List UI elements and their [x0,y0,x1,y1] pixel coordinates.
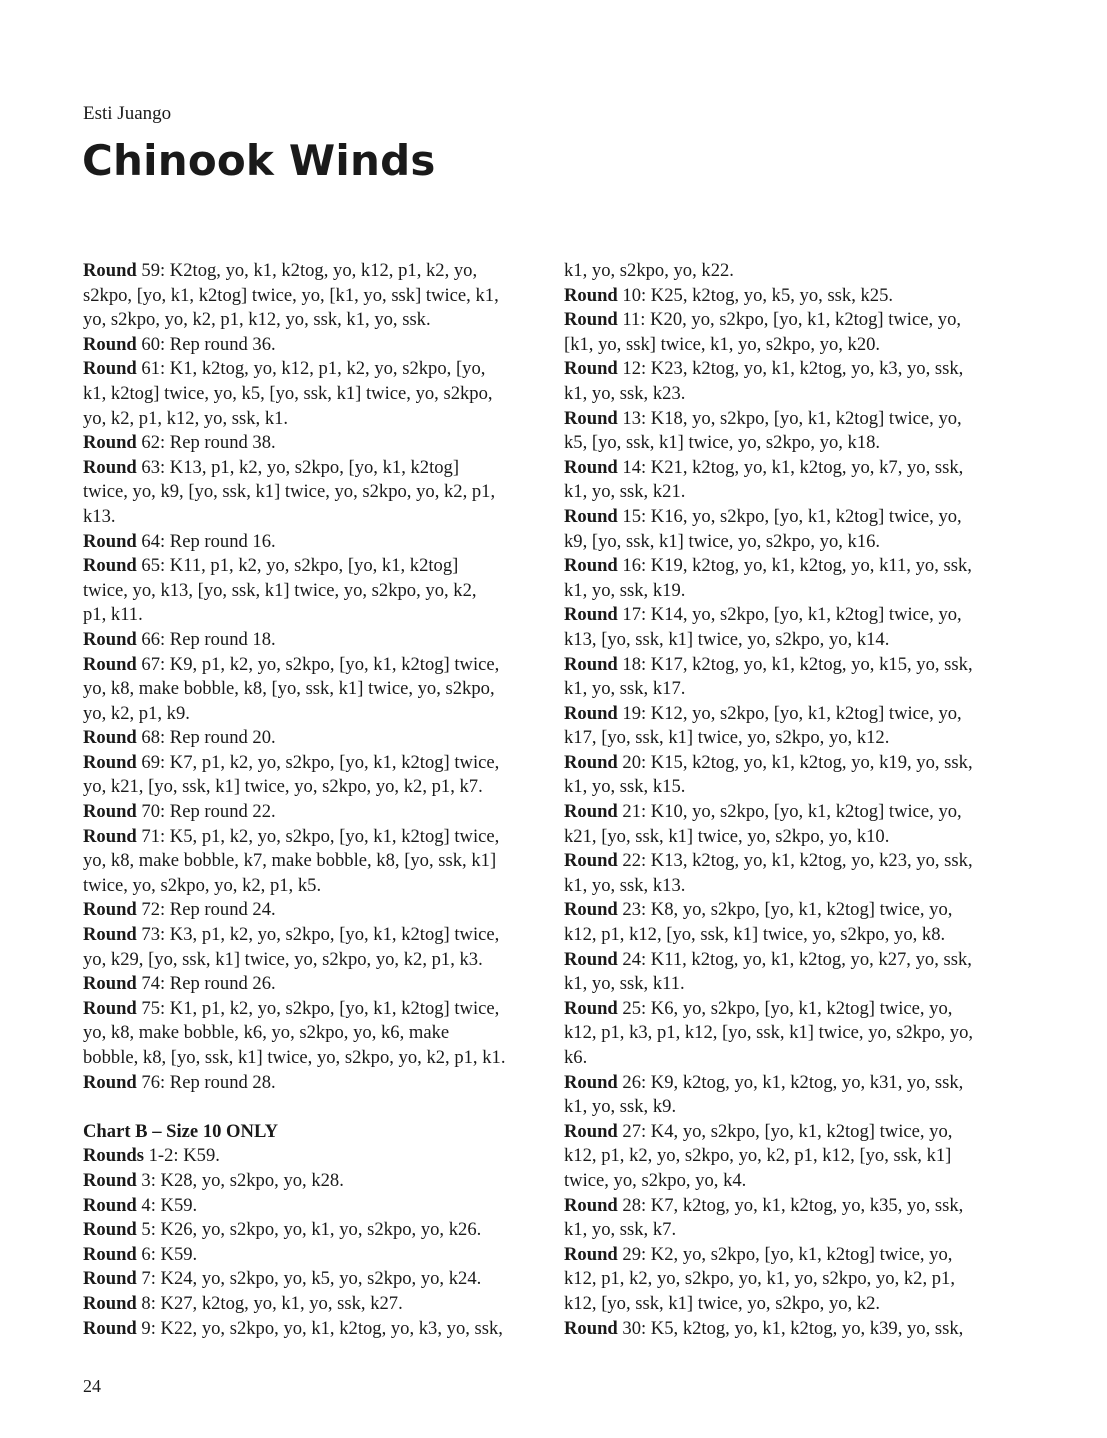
text-line [564,677,1014,702]
text-line [564,259,1014,284]
line-text: 68: Rep round 20. [136,727,276,749]
line-text: 69: K7, p1, k2, yo, s2kpo, [yo, k1, k2tog] twice, [136,751,500,773]
line-label: Round [564,997,618,1019]
left-column [83,259,538,1341]
line-text: twice, yo, s2kpo, yo, k2, p1, k5. [83,874,322,896]
line-text: k1, yo, s2kpo, yo, k22. [564,260,734,281]
line-text: k13. [83,505,116,527]
line-text: 13: K18, yo, s2kpo, [yo, k1, k2tog] twice, yo, [617,407,962,429]
line-text: k1, k2tog] twice, yo, k5, [yo, ssk, k1] twice, yo, s2kpo, [83,382,493,404]
text-line [564,431,1014,456]
line-text: 15: K16, yo, s2kpo, [yo, k1, k2tog] twice, yo, [617,505,962,527]
line-text: 60: Rep round 36. [136,333,276,355]
text-line [83,898,538,923]
line-label: Round [83,1317,137,1339]
line-label: Round [564,284,618,306]
line-text: k5, [yo, ssk, k1] twice, yo, s2kpo, yo, k18. [564,432,881,454]
blank-line [83,1095,538,1120]
line-label: Round [564,1317,618,1339]
text-line [564,603,1014,628]
line-label: Round [83,997,137,1019]
line-text: 25: K6, yo, s2kpo, [yo, k1, k2tog] twice, yo, [617,997,953,1019]
line-text: k9, [yo, ssk, k1] twice, yo, s2kpo, yo, k16. [564,530,881,552]
text-line [564,1194,1014,1219]
text-line [83,972,538,997]
line-text: twice, yo, k9, [yo, ssk, k1] twice, yo, s2kpo, yo, k2, p1, [83,481,496,503]
line-label: Round [83,727,137,749]
line-label: Round [564,801,618,823]
text-line [83,357,538,382]
text-line [83,825,538,850]
line-text: 67: K9, p1, k2, yo, s2kpo, [yo, k1, k2tog] twice, [136,653,500,675]
line-text: 12: K23, k2tog, yo, k1, k2tog, yo, k3, yo, ssk, [617,358,964,380]
text-line [564,456,1014,481]
line-label: Round [83,555,137,577]
text-line [83,1218,538,1243]
line-label: Round [564,653,618,675]
line-label: Round [83,1194,137,1216]
line-text: 24: K11, k2tog, yo, k1, k2tog, yo, k27, yo, ssk, [617,948,972,970]
text-line [83,407,538,432]
line-label: Round [564,1194,618,1216]
line-label: Round [83,260,137,281]
line-label: Round [564,407,618,429]
line-text: [k1, yo, ssk] twice, k1, yo, s2kpo, yo, k20. [564,333,881,355]
text-line [83,1292,538,1317]
line-text: yo, k8, make bobble, k6, yo, s2kpo, yo, k6, make [83,1022,450,1044]
line-text: yo, k29, [yo, ssk, k1] twice, yo, s2kpo, yo, k2, p1, k3. [83,948,483,970]
text-line [83,1243,538,1268]
line-text: 26: K9, k2tog, yo, k1, k2tog, yo, k31, yo, ssk, [617,1071,964,1093]
line-label: Round [564,1120,618,1142]
line-label: Round [564,555,618,577]
text-line [564,284,1014,309]
line-text: k12, [yo, ssk, k1] twice, yo, s2kpo, yo, k2. [564,1292,881,1314]
line-text: yo, s2kpo, yo, k2, p1, k12, yo, ssk, k1, yo, ssk. [83,309,431,331]
line-label: Round [564,899,618,921]
line-text: 64: Rep round 16. [136,530,276,552]
line-text: 5: K26, yo, s2kpo, yo, k1, yo, s2kpo, yo, k26. [136,1219,482,1241]
text-line [83,603,538,628]
line-text: s2kpo, [yo, k1, k2tog] twice, yo, [k1, yo, ssk] twice, k1, [83,284,499,306]
line-label: Round [564,850,618,872]
line-text: 6: K59. [136,1243,198,1265]
line-text: 74: Rep round 26. [136,973,276,995]
line-text: 11: K20, yo, s2kpo, [yo, k1, k2tog] twice, yo, [617,309,962,331]
text-line [564,751,1014,776]
line-label: Round [83,825,137,847]
line-text: 18: K17, k2tog, yo, k1, k2tog, yo, k15, yo, ssk, [617,653,973,675]
line-text: 61: K1, k2tog, yo, k12, p1, k2, yo, s2kpo, [yo, [136,358,486,380]
line-text: yo, k2, p1, k12, yo, ssk, k1. [83,407,289,429]
line-label: Round [83,1268,137,1290]
line-text: 28: K7, k2tog, yo, k1, k2tog, yo, k35, yo, ssk, [617,1194,964,1216]
text-line [564,357,1014,382]
line-label: Round [564,702,618,724]
line-text: k6. [564,1047,588,1068]
line-text: 63: K13, p1, k2, yo, s2kpo, [yo, k1, k2tog] [136,456,460,478]
line-text: 62: Rep round 38. [136,432,276,454]
text-line [564,1267,1014,1292]
line-text: 27: K4, yo, s2kpo, [yo, k1, k2tog] twice, yo, [617,1120,953,1142]
text-line [83,800,538,825]
line-text: k21, [yo, ssk, k1] twice, yo, s2kpo, yo, k10. [564,825,890,847]
text-line [83,284,538,309]
text-line [564,775,1014,800]
text-line [564,923,1014,948]
text-line [83,628,538,653]
line-text: 9: K22, yo, s2kpo, yo, k1, k2tog, yo, k3, yo, ssk, [136,1317,503,1339]
line-label: Round [564,1243,618,1265]
line-text: k1, yo, ssk, k15. [564,776,686,798]
text-line [564,382,1014,407]
line-text: 66: Rep round 18. [136,628,276,650]
line-text: 17: K14, yo, s2kpo, [yo, k1, k2tog] twice, yo, [617,604,962,626]
line-text: k1, yo, ssk, k11. [564,973,685,995]
line-text: 20: K15, k2tog, yo, k1, k2tog, yo, k19, yo, ssk, [617,751,973,773]
line-text: 71: K5, p1, k2, yo, s2kpo, [yo, k1, k2tog] twice, [136,825,500,847]
line-text: 14: K21, k2tog, yo, k1, k2tog, yo, k7, yo, ssk, [617,456,964,478]
text-line [83,382,538,407]
text-line [564,628,1014,653]
line-label: Round [83,899,137,921]
line-text: k12, p1, k12, [yo, ssk, k1] twice, yo, s2kpo, yo, k8. [564,924,946,946]
text-line [564,530,1014,555]
text-line [564,1144,1014,1169]
line-text: 30: K5, k2tog, yo, k1, k2tog, yo, k39, yo, ssk, [617,1317,964,1339]
line-text: k1, yo, ssk, k17. [564,678,686,700]
line-label: Round [564,309,618,331]
text-line [83,1317,538,1342]
pattern-title: Chinook Winds [82,136,436,185]
line-text: k13, [yo, ssk, k1] twice, yo, s2kpo, yo, k14. [564,628,890,650]
text-line [83,579,538,604]
line-label: Round [83,751,137,773]
line-text: yo, k8, make bobble, k7, make bobble, k8, [yo, ssk, k1] [83,850,497,872]
text-line [83,702,538,727]
text-line [83,1169,538,1194]
text-line [564,898,1014,923]
line-label: Round [83,1169,137,1191]
text-line [83,1046,538,1071]
line-text: 1-2: K59. [143,1145,220,1167]
line-label: Round [83,358,137,380]
text-line [83,480,538,505]
text-line [83,726,538,751]
text-line [83,456,538,481]
line-label: Round [83,333,137,355]
line-text: 7: K24, yo, s2kpo, yo, k5, yo, s2kpo, yo, k24. [136,1268,482,1290]
text-line [564,948,1014,973]
line-text: 10: K25, k2tog, yo, k5, yo, ssk, k25. [617,284,894,306]
text-line [83,505,538,530]
text-line [83,1120,538,1145]
text-line [564,972,1014,997]
line-label: Round [83,1243,137,1265]
line-text: k1, yo, ssk, k19. [564,579,686,601]
line-text: k12, p1, k2, yo, s2kpo, yo, k1, yo, s2kpo, yo, k2, p1, [564,1268,955,1290]
line-text: k12, p1, k2, yo, s2kpo, yo, k2, p1, k12, [yo, ssk, k1] [564,1145,952,1167]
line-text: 73: K3, p1, k2, yo, s2kpo, [yo, k1, k2tog] twice, [136,924,500,946]
line-text: 22: K13, k2tog, yo, k1, k2tog, yo, k23, yo, ssk, [617,850,973,872]
page-number: 24 [83,1376,101,1396]
text-line [83,775,538,800]
text-line [564,1095,1014,1120]
line-label: Round [564,948,618,970]
line-text: k1, yo, ssk, k13. [564,874,686,896]
line-text: k12, p1, k3, p1, k12, [yo, ssk, k1] twice, yo, s2kpo, yo, [564,1022,974,1044]
text-line [564,1292,1014,1317]
text-line [83,530,538,555]
line-text: 21: K10, yo, s2kpo, [yo, k1, k2tog] twice, yo, [617,801,962,823]
line-label: Round [564,456,618,478]
text-line [83,653,538,678]
line-text: k1, yo, ssk, k23. [564,382,686,404]
line-label: Round [83,924,137,946]
line-label: Round [83,456,137,478]
text-line [564,505,1014,530]
text-line [83,308,538,333]
text-line [564,1169,1014,1194]
text-line [564,333,1014,358]
line-text: p1, k11. [83,604,143,626]
text-line [83,923,538,948]
line-label: Round [564,1071,618,1093]
text-line [564,1021,1014,1046]
line-text: 8: K27, k2tog, yo, k1, yo, ssk, k27. [136,1292,403,1314]
line-label: Round [83,530,137,552]
text-line [83,333,538,358]
line-text: k1, yo, ssk, k21. [564,481,686,503]
text-line [564,308,1014,333]
line-label: Round [564,505,618,527]
line-label: Round [83,432,137,454]
line-label: Round [564,358,618,380]
line-text: bobble, k8, [yo, ssk, k1] twice, yo, s2kpo, yo, k2, p1, k1. [83,1047,506,1068]
text-line [564,726,1014,751]
line-text: 3: K28, yo, s2kpo, yo, k28. [136,1169,344,1191]
line-text: k17, [yo, ssk, k1] twice, yo, s2kpo, yo, k12. [564,727,890,749]
text-line [83,677,538,702]
text-line [83,431,538,456]
text-line [83,1071,538,1096]
text-line [564,1317,1014,1342]
line-text: yo, k21, [yo, ssk, k1] twice, yo, s2kpo, yo, k2, p1, k7. [83,776,483,798]
line-label: Round [83,973,137,995]
text-line [564,1120,1014,1145]
line-text: 19: K12, yo, s2kpo, [yo, k1, k2tog] twice, yo, [617,702,962,724]
line-text: 29: K2, yo, s2kpo, [yo, k1, k2tog] twice, yo, [617,1243,953,1265]
text-line [564,579,1014,604]
line-label: Round [564,604,618,626]
text-line [564,849,1014,874]
text-line [83,948,538,973]
line-label: Round [83,653,137,675]
text-line [564,1243,1014,1268]
line-label: Round [83,1071,137,1093]
text-line [564,554,1014,579]
text-line [83,1267,538,1292]
line-label: Round [83,1219,137,1241]
line-text: 72: Rep round 24. [136,899,276,921]
text-line [564,653,1014,678]
line-label: Round [83,801,137,823]
text-line [83,1144,538,1169]
text-line [83,1021,538,1046]
line-label: Round [83,628,137,650]
line-text: yo, k2, p1, k9. [83,702,190,724]
text-line [564,800,1014,825]
text-line [564,702,1014,727]
line-label: Round [83,1292,137,1314]
line-label: Rounds [83,1145,144,1167]
text-line [564,480,1014,505]
line-text: 75: K1, p1, k2, yo, s2kpo, [yo, k1, k2tog] twice, [136,997,500,1019]
line-label: Chart B – Size 10 ONLY [83,1120,279,1142]
text-line [564,1218,1014,1243]
line-text: k1, yo, ssk, k9. [564,1096,677,1118]
text-line [564,407,1014,432]
line-text: 76: Rep round 28. [136,1071,276,1093]
right-column [564,259,1014,1341]
text-line [83,751,538,776]
text-line [564,825,1014,850]
text-line [83,259,538,284]
line-text: 65: K11, p1, k2, yo, s2kpo, [yo, k1, k2tog] [136,555,459,577]
line-text: twice, yo, k13, [yo, ssk, k1] twice, yo, s2kpo, yo, k2, [83,579,477,601]
text-line [83,874,538,899]
text-line [83,849,538,874]
line-label: Round [564,751,618,773]
line-text: twice, yo, s2kpo, yo, k4. [564,1169,747,1191]
line-text: 59: K2tog, yo, k1, k2tog, yo, k12, p1, k2, yo, [136,260,478,281]
text-line [83,997,538,1022]
line-text: k1, yo, ssk, k7. [564,1219,677,1241]
text-line [564,1046,1014,1071]
text-line [564,874,1014,899]
author-name: Esti Juango [83,103,172,124]
text-line [83,554,538,579]
text-line [564,1071,1014,1096]
line-text: 23: K8, yo, s2kpo, [yo, k1, k2tog] twice, yo, [617,899,953,921]
text-line [83,1194,538,1219]
line-text: 4: K59. [136,1194,198,1216]
text-line [564,997,1014,1022]
line-text: 70: Rep round 22. [136,801,276,823]
line-text: yo, k8, make bobble, k8, [yo, ssk, k1] twice, yo, s2kpo, [83,678,495,700]
line-text: 16: K19, k2tog, yo, k1, k2tog, yo, k11, yo, ssk, [617,555,972,577]
